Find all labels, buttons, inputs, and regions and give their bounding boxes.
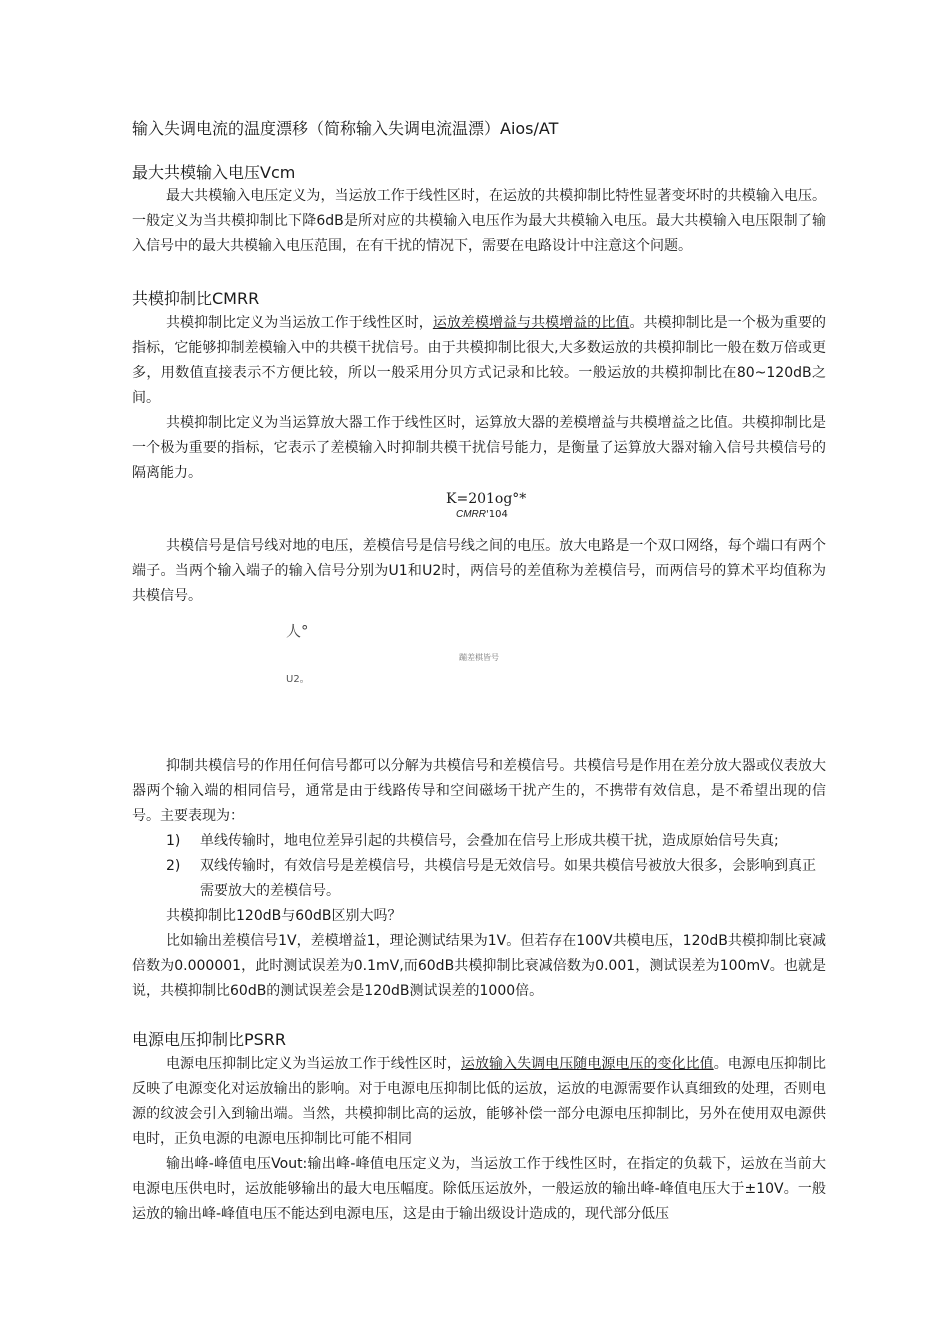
list-item: [166, 829, 826, 854]
paragraph-output-swing: 输出峰-峰值电压Vout:输出峰-峰值电压定义为，当运放工作于线性区时，在指定的负载下，运放在当前大电源电压供电时，运放能够输出的最大电压幅度。除低压运放外，一般运放的输出峰-峰值电压大于±10V。一般运放的输出峰-峰值电压不能达到电源电压，这是由于输出级设计造成的，现代部分低压: [132, 1156, 826, 1222]
cmrr-formula-subscript: [456, 509, 508, 520]
psrr-text-b: 。电源电压抑制比反映了电源变化对运放输出的影响。对于电源电压抑制比低的运放，运放的电源需要作认真细致的处理，否则电源的纹波会引入到输出端。当然，共模抑制比高的运放，能够补偿一部分电源电压抑制比，另外在使用双电源供电时，正负电源的电源电压抑制比可能不相同: [132, 1056, 827, 1147]
list-item-number: 1): [166, 833, 181, 849]
figure-label-input: 人°: [286, 622, 309, 640]
paragraph-cmrr-definition: [132, 311, 826, 411]
paragraph-vcm-definition: 最大共模输入电压定义为，当运放工作于线性区时，在运放的共模抑制比特性显著变坏时的共模输入电压。一般定义为当共模抑制比下降6dB是所对应的共模输入电压作为最大共模输入电压。最大共模输入电压限制了输入信号中的最大共模输入电压范围，在有干扰的情况下，需要在电路设计中注意这个问题。: [132, 188, 826, 254]
heading-offset-current-drift: 输入失调电流的温度漂移（简称输入失调电流温漂）Aios/AT: [132, 119, 559, 138]
figure-label-u2: U2。: [286, 674, 310, 685]
paragraph-common-mode-signal: 共模信号是信号线对地的电压，差模信号是信号线之间的电压。放大电路是一个双口网络，每个端口有两个端子。当两个输入端子的输入信号分别为U1和U2时，两信号的差值称为差模信号，而两信号的算术平均值称为共模信号。: [132, 538, 826, 604]
paragraph-psrr-definition: [132, 1052, 826, 1152]
cmrr-formula-sub-rest: '104: [486, 509, 508, 520]
psrr-underlined-phrase: 运放输入失调电压随电源电压的变化比值: [460, 1056, 714, 1072]
heading-cmrr: 共模抑制比CMRR: [132, 289, 260, 308]
figure-label-differential: 蹦差棋皆号: [459, 653, 499, 662]
cmrr-text-b: 。共模抑制比是一个极为重要的指标，它能够抑制差模输入中的共模干扰信号。由于共模抑制比很大,大多数运放的共模抑制比一般在数万倍或更多，用数值直接表示不方便比较，所以一般采用分贝方式记录和比较。一般运放的共模抑制比在80~120dB之间。: [132, 315, 827, 406]
paragraph-cmrr-amplifier: 共模抑制比定义为当运算放大器工作于线性区时，运算放大器的差模增益与共模增益之比值。共模抑制比是一个极为重要的指标，它表示了差模输入时抑制共模干扰信号能力，是衡量了运算放大器对输入信号共模信号的隔离能力。: [132, 415, 826, 481]
list-item: [166, 854, 826, 904]
cmrr-formula-sub-italic: CMRR: [456, 509, 486, 520]
cmrr-text-a: 共模抑制比定义为当运放工作于线性区时，: [166, 315, 433, 331]
list-item-number: 2): [166, 858, 181, 874]
psrr-text-a: 电源电压抑制比定义为当运放工作于线性区时，: [166, 1056, 461, 1072]
heading-psrr: 电源电压抑制比PSRR: [132, 1030, 287, 1049]
list-item-text: 单线传输时，地电位差异引起的共模信号，会叠加在信号上形成共模干扰，造成原始信号失真;: [200, 833, 779, 849]
heading-max-common-mode-voltage: 最大共模输入电压Vcm: [132, 163, 296, 182]
cmrr-underlined-phrase: 运放差模增益与共模增益的比值: [432, 315, 630, 331]
paragraph-question: 共模抑制比120dB与60dB区别大吗？: [166, 908, 402, 924]
list-item-text: 双线传输时，有效信号是差模信号，共模信号是无效信号。如果共模信号被放大很多，会影响到真正需要放大的差模信号。: [200, 858, 816, 899]
paragraph-example: 比如输出差模信号1V，差模增益1，理论测试结果为1V。但若存在100V共模电压，120dB共模抑制比衰减倍数为0.000001，此时测试误差为0.1mV,而60dB共模抑制比衰减倍数为0.001，测试误差为100mV。也就是说，共模抑制比60dB的测试误差会是120dB测试误差的1000倍。: [132, 933, 826, 999]
paragraph-suppression: 抑制共模信号的作用任何信号都可以分解为共模信号和差模信号。共模信号是作用在差分放大器或仪表放大器两个输入端的相同信号，通常是由于线路传导和空间磁场干扰产生的，不携带有效信息，是不希望出现的信号。主要表现为：: [132, 758, 826, 824]
cmrr-formula: K=201og°*: [446, 491, 527, 507]
